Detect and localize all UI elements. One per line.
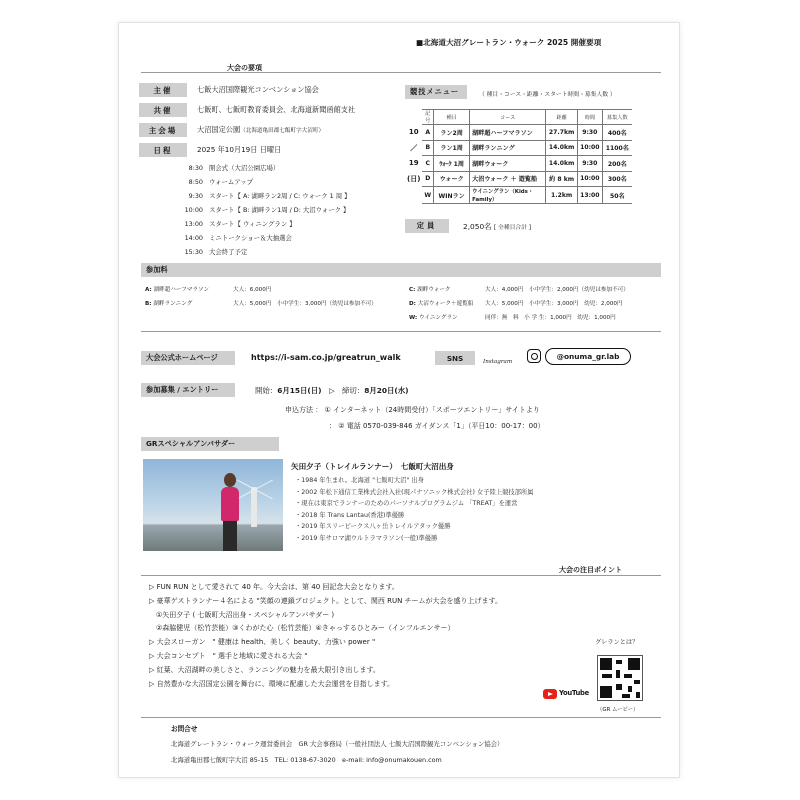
fee-item: W: ウイニングラン [409, 315, 458, 321]
fee-detail: 大人：5,000円 小中学生：3,000円 幼児：2,000円 [485, 301, 623, 307]
host-label: 主催 [139, 83, 187, 97]
schedule-item: 9:30 スタート【 A: 湖畔ラン2周 / C: ウォーク 1 周 】 [188, 192, 351, 200]
column-header: 時間 [578, 110, 602, 125]
points-title: 大会の注目ポイント [559, 566, 622, 574]
capacity-value: 2,050名 [ 全種目合計 ] [463, 222, 532, 231]
divider [141, 72, 661, 73]
ambassador-name: 矢田夕子（トレイルランナー） 七飯町大沼出身 [291, 462, 454, 471]
bio-item: ・現在は東京でランナーのためのパーソナルプログラムジム 「TREAT」を運営 [295, 500, 518, 507]
table-row: ／ B ラン1周 湖畔ランニング 14.0km 10:00 1100名 [405, 140, 632, 156]
divider [141, 575, 661, 576]
entry-method1: 申込方法 ： ① インターネット（24時間受付）「スポーツエントリー」サイトより [285, 406, 540, 414]
schedule-item: 13:00 スタート【 ウィニングラン 】 [184, 220, 296, 228]
cohost-value: 七飯町、七飯町教育委員会、北海道新聞函館支社 [197, 105, 356, 114]
schedule-item: 15:30 大会終了予定 [184, 248, 248, 256]
entry-period: 開始：6月15日(日) ▷ 締切：8月20日(水) [255, 386, 409, 395]
homepage-label: 大会公式ホームページ [141, 351, 235, 365]
fee-item: D: 大沼ウォーク＋遊覧船 [409, 301, 474, 307]
contact-title: お問合せ [171, 725, 198, 733]
bio-item: ・2002 年松下通信工業株式会社入社(現パナソニック株式会社) 女子陸上競技部所属 [295, 488, 534, 496]
venue-note: （北海道亀田郡七飯町字大沼町） [240, 128, 325, 134]
schedule-item: 8:50 ウォームアップ [188, 178, 254, 186]
fee-detail: 大人：6,000円 [233, 287, 272, 293]
menu-table [405, 109, 632, 204]
menu-title: 競技メニュー [405, 85, 467, 99]
bio-item: ・1984 年生まれ。北海道 "七飯町大沼" 出身 [295, 477, 424, 484]
entry-end: 8月20日(水) [364, 386, 409, 395]
capacity-label: 定員 [405, 219, 449, 233]
ambassador-label: GRスペシャルアンバサダー [141, 437, 279, 451]
point-item: ②森脇健児（松竹芸能）③くわがた心（松竹芸能）④きゃっするひとみー（インフルエンサー） [149, 624, 455, 633]
qr-heading: グレランとは？ [595, 639, 639, 646]
points-list [149, 581, 502, 691]
date-label: 日程 [139, 143, 187, 157]
fees-title: 参加料 [141, 263, 661, 277]
point-item: ①矢田夕子 ( 七飯町大沼出身・スペシャルアンバサダー ) [149, 610, 335, 619]
fee-detail: 大人：4,000円 小中学生：2,000円（幼児は参加不可） [485, 287, 629, 293]
ambassador-photo [143, 459, 283, 551]
entry-label: 参加募集 / エントリー [141, 383, 235, 397]
point-item: ▷ 大会スローガン " 健康は health、美しく beauty、力強い power " [149, 638, 376, 647]
bio-item: ・2018 年 Trans Lantau(香港)準優勝 [295, 511, 405, 519]
instagram-handle[interactable]: @onuma_gr.lab [545, 348, 631, 365]
divider [141, 717, 661, 718]
bio-item: ・2019 年スリーピークス八ヶ岳トレイルアタック優勝 [295, 523, 451, 530]
point-item: ▷ FUN RUN として愛されて 40 年。今大会は、第 40 回記念大会となります。 [149, 583, 399, 591]
point-item: ▷ 大会コンセプト " 選手と地域に愛される大会 " [149, 651, 308, 660]
document-page [118, 22, 680, 778]
ambassador-bio [295, 475, 534, 544]
table-row: 19 C ｳｫｰｸ 1周 湖畔ウォーク 14.0km 9:30 200名 [405, 156, 632, 172]
schedule-list [177, 161, 351, 259]
table-row: 10 A ラン2周 湖畔超ハーフマラソン 27.7km 9:30 400名 [405, 125, 632, 141]
entry-method2: ： ② 電話 0570-039-846 ガイダンス「1」（平日10：00-17：00） [329, 422, 545, 430]
point-item: ▷ 豪華ゲストランナー４名による "笑顔の連鎖プロジェクト。として、関西 RUN チームが大会を盛り上げます。 [149, 596, 502, 605]
date-value: 2025 年10月19日 日曜日 [197, 145, 282, 154]
host-value: 七飯大沼国際観光コンベンション協会 [197, 85, 319, 94]
column-header: 募集人数 [602, 110, 632, 125]
fee-detail: 同伴：無 料 小 学 生：1,000円 幼児：1,000円 [485, 315, 616, 321]
table-header-row [405, 110, 632, 125]
menu-note: （ 種目・コース・距離・スタート時間・募集人数 ） [479, 92, 616, 98]
sns-label: SNS [435, 351, 475, 365]
qr-caption: （GR ムービー） [597, 707, 639, 713]
fee-item: B: 湖畔ランニング [145, 301, 193, 307]
entry-start: 6月15日(日) [277, 386, 322, 395]
divider [141, 331, 661, 332]
venue-value: 大沼国定公園（北海道亀田郡七飯町字大沼町） [197, 125, 325, 134]
schedule-item: 14:00 ミニトークショー＆大抽選会 [184, 234, 292, 242]
schedule-item: 8:30 開会式（大沼公園広場） [188, 164, 280, 172]
document-title: ■北海道大沼グレートラン・ウォーク 2025 開催要項 [416, 38, 602, 47]
instagram-wordmark: Instagram [483, 359, 513, 365]
youtube-wordmark: YouTube [559, 689, 589, 697]
instagram-icon[interactable] [527, 349, 541, 363]
contact-line1: 北海道グレートラン・ウォーク運営委員会 GR 大会事務局（一般社団法人 七飯大沼国際観光コンベンション協会） [171, 740, 504, 748]
column-header: 記号 [422, 110, 433, 125]
point-item: ▷ 紅葉、大沼湖畔の美しさと、ランニングの魅力を最大限引き出します。 [149, 665, 380, 674]
point-item: ▷ 自然豊かな大沼国定公園を舞台に、環境に配慮した大会運営を目指します。 [149, 679, 395, 688]
qr-code[interactable] [597, 655, 643, 701]
column-header: 種目 [434, 110, 470, 125]
table-row: W WINラン ウイニングラン（Kids・Family） 1.2km 13:00 50名 [405, 187, 632, 204]
cohost-label: 共催 [139, 103, 187, 117]
column-header: 距離 [546, 110, 578, 125]
capacity-note: [ 全種目合計 ] [493, 225, 532, 231]
column-header: コース [470, 110, 546, 125]
fee-item: C: 湖畔ウォーク [409, 287, 451, 293]
overview-title: 大会の要項 [227, 64, 262, 72]
homepage-url[interactable]: https://i-sam.co.jp/greatrun_walk [251, 353, 401, 362]
schedule-item: 10:00 スタート【 B: 湖畔ラン1周 / D: 大沼ウォーク 】 [184, 206, 350, 214]
fee-item: A: 湖畔超ハーフマラソン [145, 287, 210, 293]
youtube-icon[interactable] [543, 689, 557, 699]
table-row: (日) D ウォーク 大沼ウォーク ＋ 遊覧船 約 8 km 10:00 300名 [405, 171, 632, 187]
venue-label: 主会場 [139, 123, 187, 137]
bio-item: ・2019 年サロマ湖ウルトラマラソン(一般)準優勝 [295, 534, 438, 542]
contact-line2: 北海道亀田郡七飯町字大沼 85-15 TEL: 0138-67-3020 e-mail: info@onumakouen.com [171, 756, 442, 764]
fee-detail: 大人：5,000円 小中学生：3,000円（幼児は参加不可） [233, 301, 377, 307]
